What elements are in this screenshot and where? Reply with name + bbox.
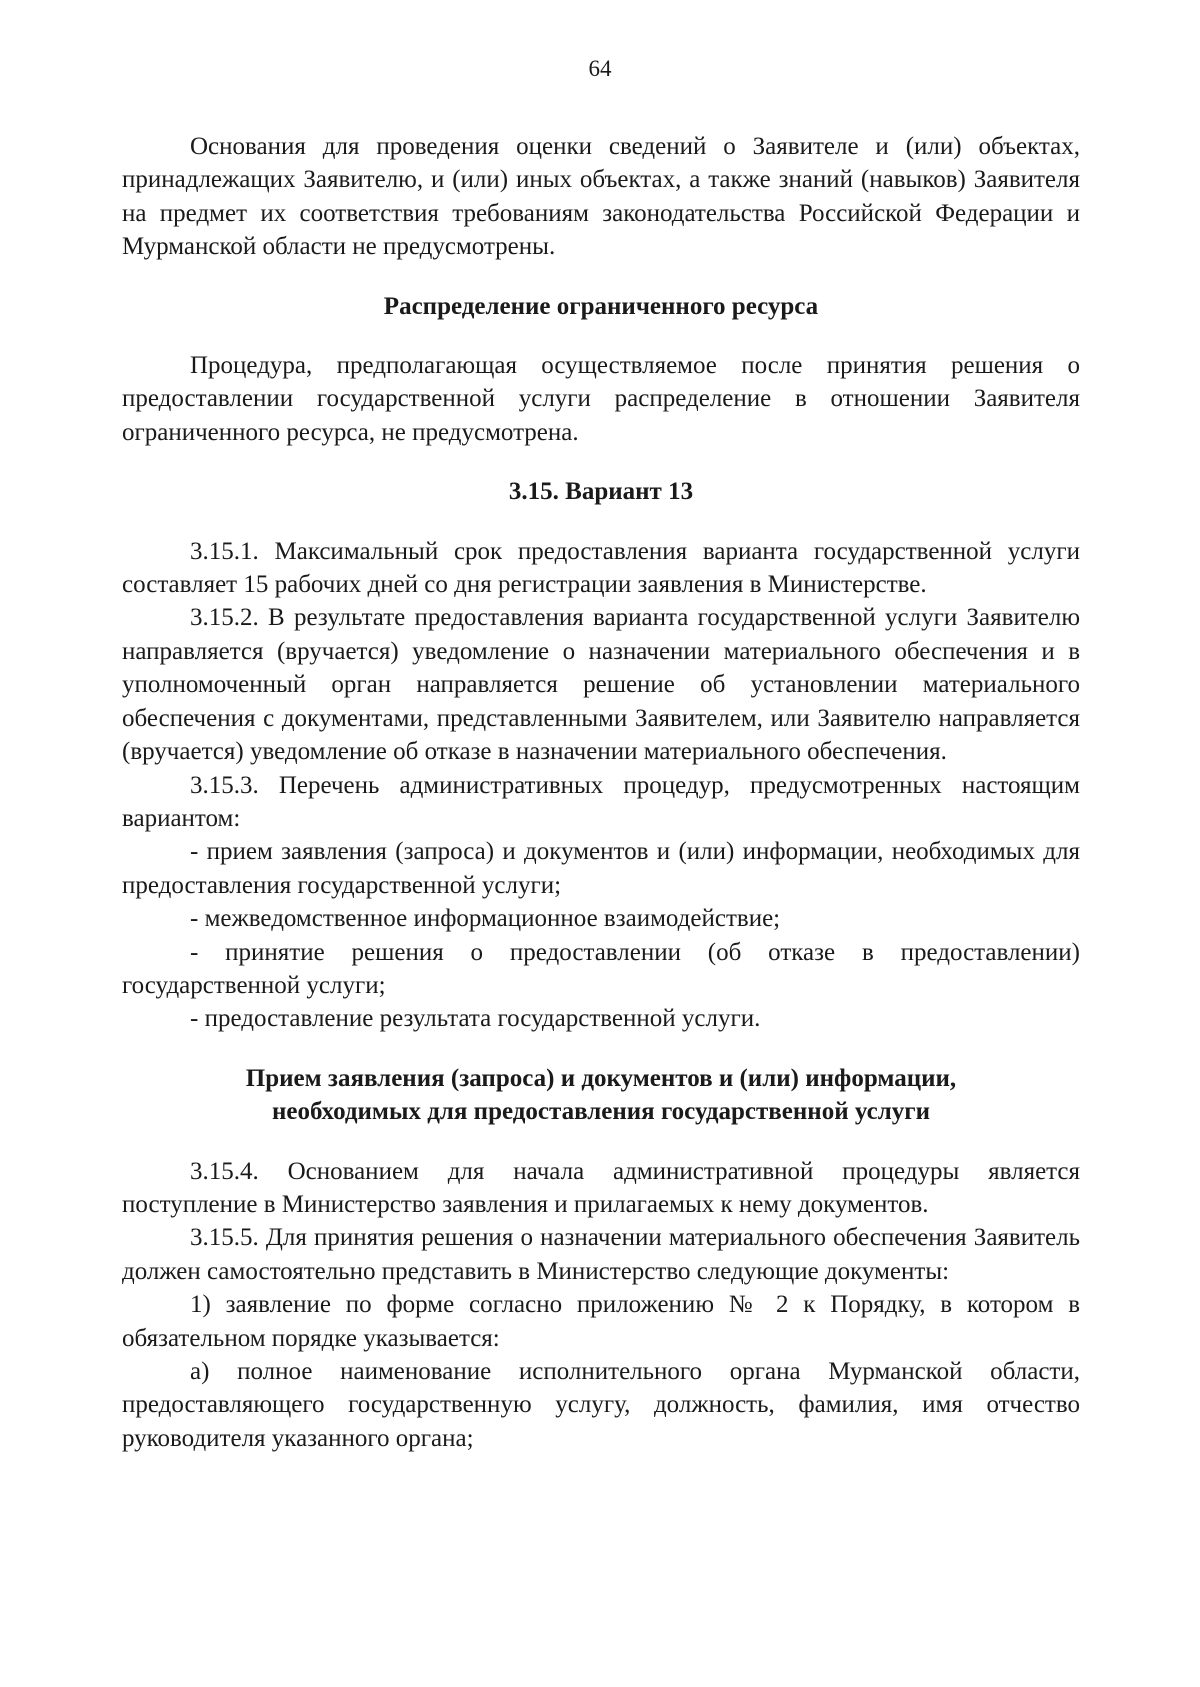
paragraph-3-15-1: 3.15.1. Максимальный срок предоставления варианта государственной услуги составляет 15 рабочих дней со дня регистрации заявления в Министерстве. (122, 537, 1080, 599)
paragraph-item-1: 1) заявление по форме согласно приложению № 2 к Порядку, в котором в обязательном порядке указывается: (122, 1291, 1080, 1352)
list-item-decision: - принятие решения о предоставлении (об отказе в предоставлении) государственной услуги; (122, 938, 1080, 999)
heading-variant: 3.15. Вариант 13 (508, 478, 694, 506)
page-number: 64 (588, 56, 612, 81)
paragraph-grounds: Основания для проведения оценки сведений о Заявителе и (или) объектах, принадлежащих Заявителю, и (или) иных объектах, а также знаний (навыков) Заявителя на предмет их соответствия требованиям законодательства Российской Федерации и Мурманской области не предусмотрены. (122, 133, 1080, 261)
paragraph-3-15-2: 3.15.2. В результате предоставления варианта государственной услуги Заявителю направляется (вручается) уведомление о назначении материального обеспечения и в уполномоченный орган направляется решение об установлении материального обеспечения с документами, представленными Заявителем, или Заявителю направляется (вручается) уведомление об отказе в назначении материального обеспечения. (122, 604, 1080, 766)
document-body (122, 130, 1080, 1455)
paragraph-resource: Процедура, предполагающая осуществляемое после принятия решения о предоставлении государственной услуги распределение в отношении Заявителя ограниченного ресурса, не предусмотрена. (122, 352, 1080, 446)
paragraph-3-15-3: 3.15.3. Перечень административных процедур, предусмотренных настоящим вариантом: (122, 771, 1080, 832)
heading-reception-line-1: Прием заявления (запроса) и документов и (или) информации, (245, 1064, 957, 1092)
paragraph-3-15-4: 3.15.4. Основанием для начала административной процедуры является поступление в Министерство заявления и прилагаемых к нему документов. (122, 1157, 1080, 1218)
heading-reception-line-2: необходимых для предоставления государственной услуги (272, 1098, 930, 1126)
list-item-reception: - прием заявления (запроса) и документов и (или) информации, необходимых для предоставления государственной услуги; (122, 838, 1080, 899)
list-item-result: - предоставление результата государственной услуги. (190, 1005, 761, 1033)
heading-resource: Распределение ограниченного ресурса (383, 292, 819, 320)
list-item-interaction: - межведомственное информационное взаимодействие; (190, 905, 781, 933)
paragraph-item-a: а) полное наименование исполнительного органа Мурманской области, предоставляющего государственную услугу, должность, фамилия, имя отчество руководителя указанного органа; (122, 1358, 1080, 1452)
paragraph-3-15-5: 3.15.5. Для принятия решения о назначении материального обеспечения Заявитель должен самостоятельно представить в Министерство следующие документы: (122, 1224, 1080, 1285)
